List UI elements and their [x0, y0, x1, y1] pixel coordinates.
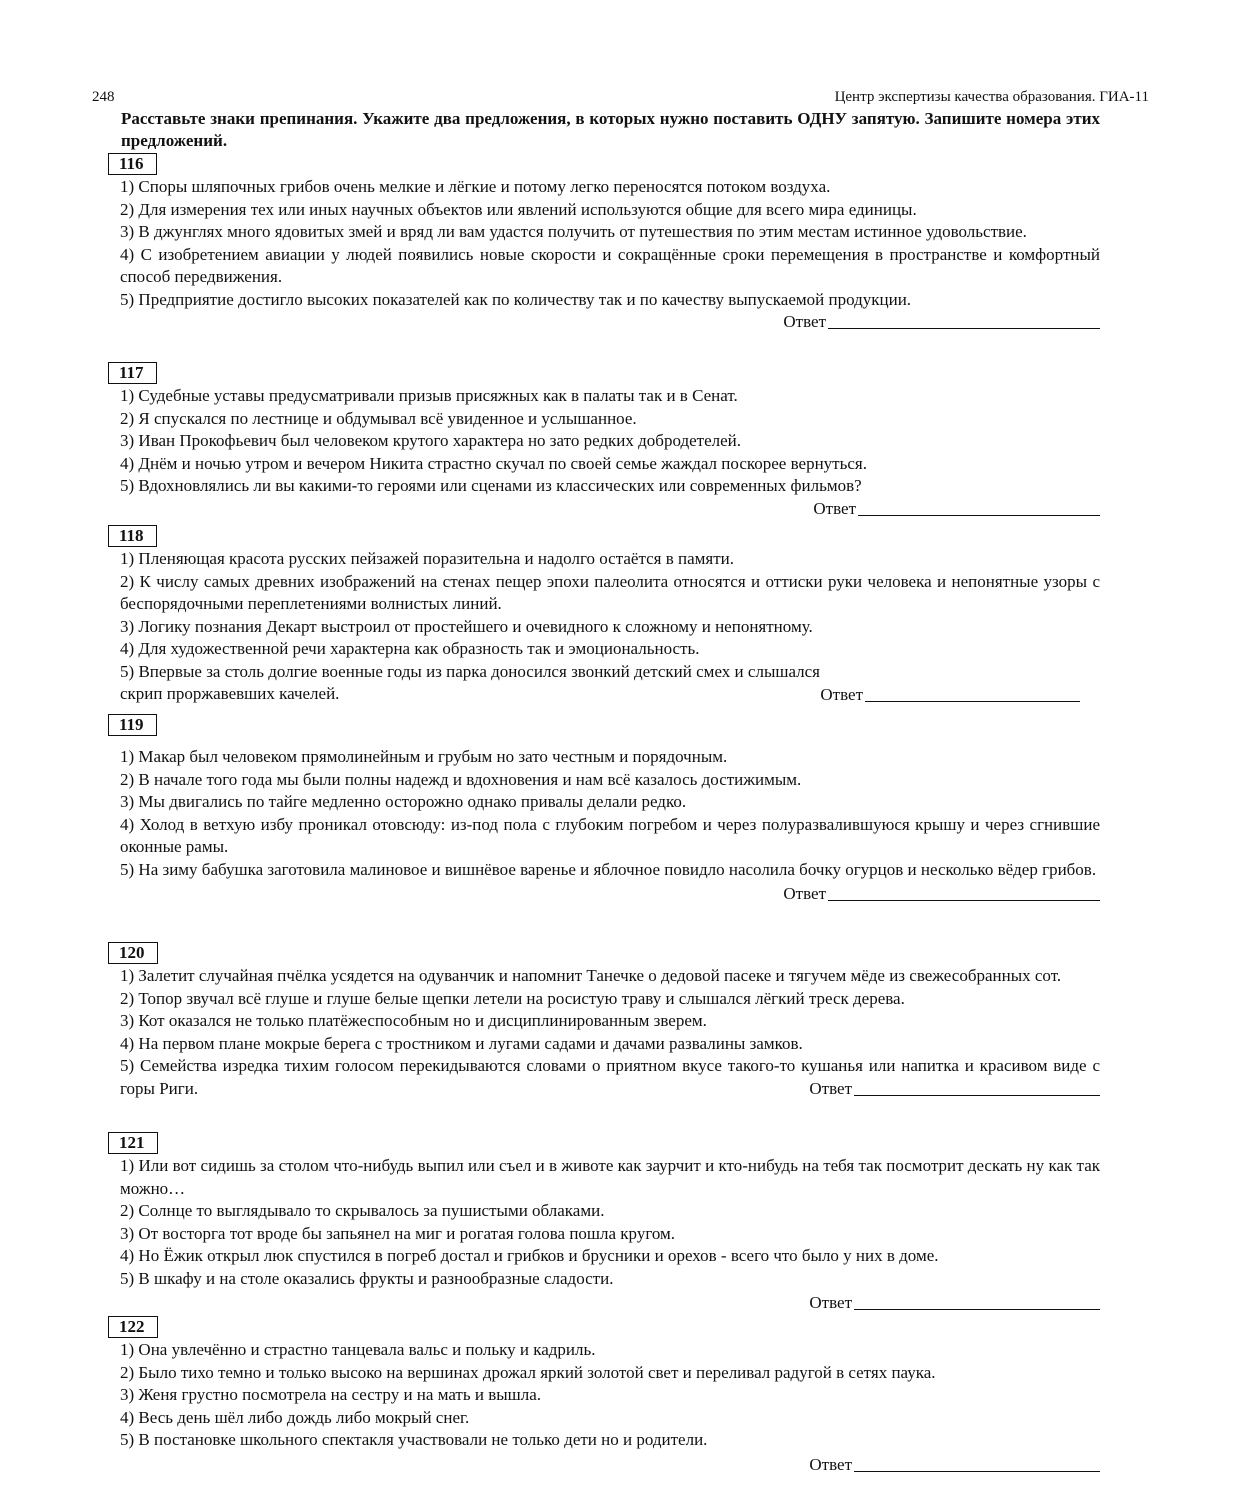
task-number: 117 [108, 362, 157, 384]
sentence-5: 5) Предприятие достигло высоких показателей как по количеству так и по качеству выпускаемой продукции. [120, 289, 912, 309]
sentence-5: 5) В шкафу и на столе оказались фрукты и разнообразные сладости. [120, 1268, 614, 1288]
answer-field[interactable] [828, 883, 1100, 901]
sentence-5: 5) На зиму бабушка заготовила малиновое и вишнёвое варенье и яблочное повидло насолила бочку огурцов и несколько вёдер грибов. [120, 859, 1097, 879]
sentence-1: 1) Она увлечённо и страстно танцевала вальс и польку и кадриль. [120, 1340, 596, 1359]
sentence-3: 3) Иван Прокофьевич был человеком крутого характера но зато редких добродетелей. [120, 431, 741, 450]
sentence-2: 2) К числу самых древних изображений на стенах пещер эпохи палеолита относятся и оттиски руки человека и непонятные узоры с беспорядочными переплетениями волнистых линий. [120, 571, 1100, 613]
answer-label: Ответ [809, 1454, 852, 1474]
answer-label: Ответ [820, 684, 863, 704]
sentence-2: 2) Солнце то выглядывало то скрывалось за пушистыми облаками. [120, 1201, 605, 1220]
answer-field[interactable] [854, 1454, 1100, 1472]
answer-field[interactable] [865, 684, 1080, 702]
task-116 [108, 153, 1100, 333]
sentence-2: 2) Для измерения тех или иных научных объектов или явлений используются общие для всего мира единицы. [120, 199, 917, 219]
task-number: 118 [108, 525, 157, 547]
sentence-1: 1) Судебные уставы предусматривали призыв присяжных как в палаты так и в Сенат. [120, 386, 738, 405]
sentence-5: 5) Семейства изредка тихим голосом перекидываются словами о приятном вкусе такого-то кушанья или напитка и красивом виде с горы Риги. [120, 1056, 1100, 1098]
sentence-2: 2) Топор звучал всё глуше и глуше белые щепки летели на росистую траву и слышался лёгкий треск дерева. [120, 988, 905, 1008]
answer-row [108, 311, 1100, 333]
answer-label: Ответ [809, 1079, 852, 1098]
answer-label: Ответ [809, 1293, 852, 1312]
answer-row [108, 1078, 1100, 1100]
task-number: 121 [108, 1132, 158, 1154]
sentence-1: 1) Споры шляпочных грибов очень мелкие и лёгкие и потому легко переносятся потоком воздуха. [120, 177, 831, 196]
sentence-5: 5) Вдохновлялись ли вы какими-то героями или сценами из классических или современных фильмов? [120, 476, 862, 495]
sentence-5: 5) В постановке школьного спектакля участвовали не только дети но и родители. [120, 1430, 708, 1449]
sentence-4: 4) Весь день шёл либо дождь либо мокрый снег. [120, 1407, 470, 1427]
sentence-2: 2) Я спускался по лестнице и обдумывал всё увиденное и услышанное. [120, 408, 637, 428]
answer-row [108, 1454, 1100, 1476]
sentence-1: 1) Залетит случайная пчёлка усядется на одуванчик и напомнит Танечке о дедовой пасеке и тягучем мёде из свежесобранных сот. [120, 966, 1062, 985]
sentence-2: 2) В начале того года мы были полны надежд и вдохновения и нам всё казалось достижимым. [120, 769, 802, 789]
answer-field[interactable] [854, 1078, 1100, 1096]
sentence-4: 4) Но Ёжик открыл люк спустился в погреб достал и грибков и брусники и орехов - всего что было у них в доме. [120, 1246, 939, 1265]
sentence-3: 3) Логику познания Декарт выстроил от простейшего и очевидного к сложному и непонятному. [120, 616, 813, 636]
answer-row [108, 1292, 1100, 1314]
answer-field[interactable] [828, 311, 1100, 329]
answer-field[interactable] [854, 1292, 1100, 1310]
sentence-4: 4) Холод в ветхую избу проникал отовсюду: из-под пола с глубоким погребом и через полуразвалившуюся крышу и через сгнившие оконные рамы. [120, 814, 1100, 856]
running-header: Центр экспертизы качества образования. ГИА-11 [834, 89, 1149, 105]
answer-label: Ответ [813, 498, 856, 518]
task-121 [108, 1132, 1100, 1314]
answer-label: Ответ [783, 312, 826, 331]
task-number: 120 [108, 942, 158, 964]
answer-field[interactable] [858, 498, 1100, 516]
task-120 [108, 942, 1100, 1100]
answer-label: Ответ [783, 884, 826, 903]
sentence-3: 3) Кот оказался не только платёжеспособным но и дисциплинированным зверем. [120, 1011, 707, 1030]
sentence-3: 3) Мы двигались по тайге медленно осторожно однако привалы делали редко. [120, 792, 687, 811]
sentence-1: 1) Пленяющая красота русских пейзажей поразительна и надолго остаётся в памяти. [120, 549, 734, 568]
task-number: 116 [108, 153, 157, 175]
sentence-1: 1) Макар был человеком прямолинейным и грубым но зато честным и порядочным. [120, 747, 728, 766]
page-number: 248 [92, 89, 115, 105]
answer-row [108, 883, 1100, 905]
sentence-4: 4) С изобретением авиации у людей появились новые скорости и сокращённые сроки перемещения в пространстве и комфортный способ передвижения. [120, 244, 1100, 286]
sentence-1: 1) Или вот сидишь за столом что-нибудь выпил или съел и в животе как заурчит и кто-нибудь на тебя так посмотрит дескать ну как так можно… [120, 1156, 1100, 1198]
sentence-3: 3) От восторга тот вроде бы запьянел на миг и рогатая голова пошла кругом. [120, 1223, 676, 1243]
task-122 [108, 1316, 1100, 1476]
task-118 [108, 525, 1100, 706]
task-number: 119 [108, 714, 157, 736]
sentence-4: 4) Днём и ночью утром и вечером Никита страстно скучал по своей семье жаждал поскорее вернуться. [120, 453, 867, 473]
sentence-5: 5) Впервые за столь долгие военные годы из парка доносился звонкий детский смех и слышался скрип проржавевших качелей. [120, 661, 820, 703]
answer-row [108, 498, 1100, 520]
sentence-4: 4) На первом плане мокрые берега с тростником и лугами садами и дачами развалины замков. [120, 1033, 803, 1053]
task-119 [108, 714, 1100, 905]
sentence-3: 3) В джунглях много ядовитых змей и вряд ли вам удастся получить от путешествия по этим местам истинное удовольствие. [120, 222, 1027, 241]
sentence-3: 3) Женя грустно посмотрела на сестру и на мать и вышла. [120, 1385, 542, 1404]
sentence-4: 4) Для художественной речи характерна как образность так и эмоциональность. [120, 639, 700, 658]
task-instructions: Расставьте знаки препинания. Укажите два предложения, в которых нужно поставить ОДНУ запятую. Запишите номера этих предложений. [121, 109, 1100, 150]
task-117 [108, 362, 1100, 520]
sentence-2: 2) Было тихо темно и только высоко на вершинах дрожал яркий золотой свет и переливал радугой в сетях паука. [120, 1362, 936, 1382]
task-number: 122 [108, 1316, 158, 1338]
